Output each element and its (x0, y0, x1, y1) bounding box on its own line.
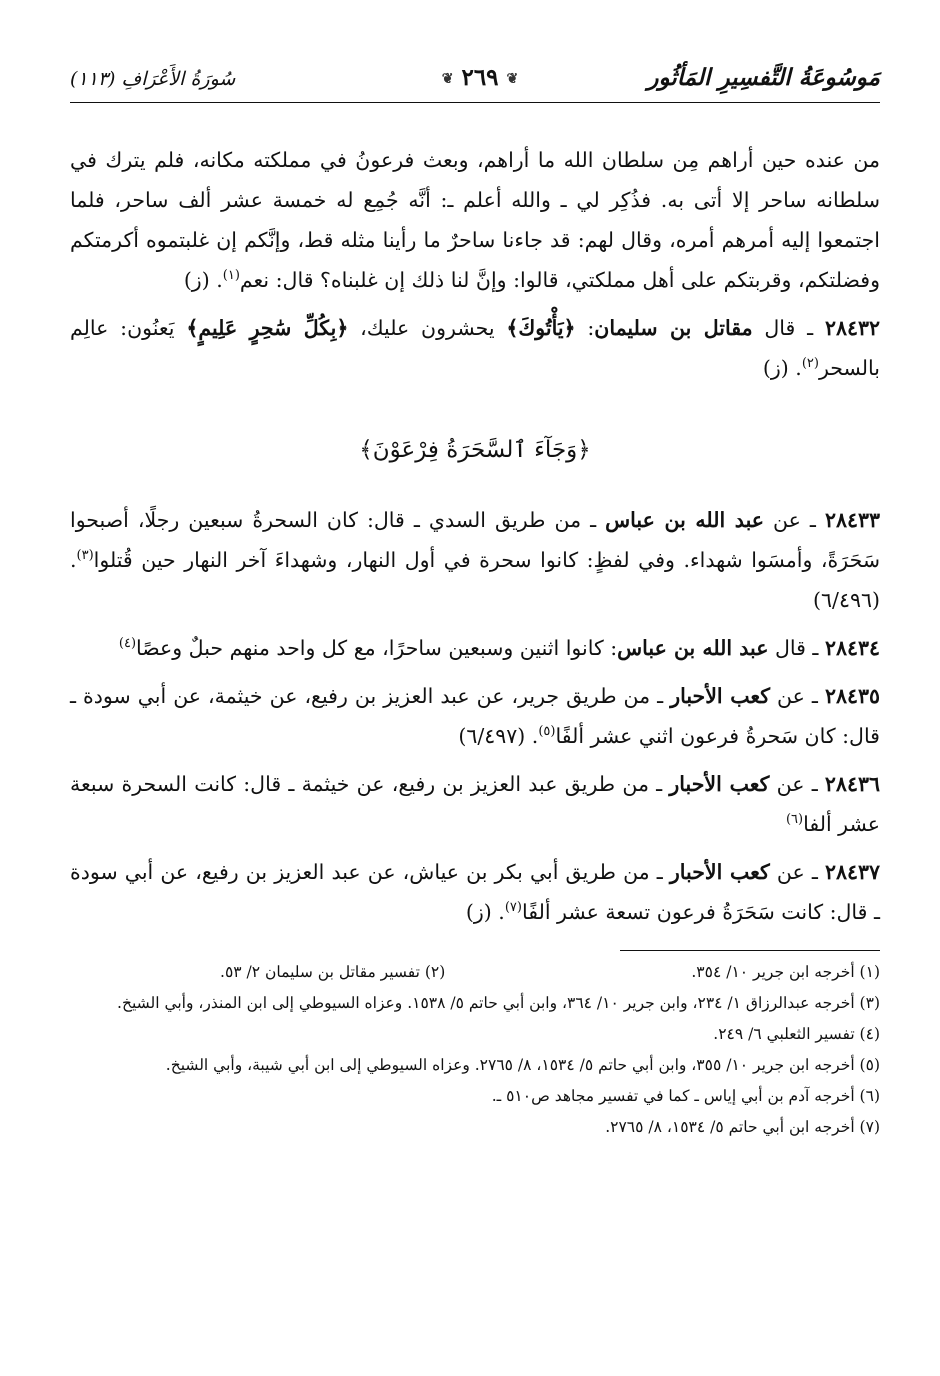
footnote-separator (620, 950, 880, 951)
source-tag: . (ز) (465, 900, 505, 924)
entry-text: ـ من طريق عبد العزيز بن رفيع، عن خيثمة ـ قال: كانت السحرة سبعة عشر ألفا (70, 772, 880, 836)
footnote-ref: (٥) (538, 724, 556, 740)
entry-text: : كانوا اثنين وسبعين ساحرًا، مع كل واحد منهم حبلٌ وعصًا (136, 636, 618, 660)
narrator-name: كعب الأحبار (669, 860, 770, 884)
entry-text: ـ عن (770, 684, 825, 708)
entry-number: ٢٨٤٣٦ (824, 772, 880, 796)
entry-text: يَعنُون: عالِم بالسحر (70, 316, 880, 380)
source-tag: . (٦/٤٩٧) (458, 724, 539, 748)
entry-text: ـ من طريق جرير، عن عبد العزيز بن رفيع، عن خيثمة، عن أبي سودة ـ قال: كان سَحرةُ فرعون اثني عشر ألفًا (70, 684, 880, 748)
entry-28433 (70, 500, 880, 620)
footnote-2: (٢) تفسير مقاتل بن سليمان ٢/ ٥٣. (220, 963, 446, 981)
footnote-1: (١) أخرجه ابن جرير ١٠/ ٣٥٤. (691, 963, 880, 981)
page-number: ٢٦٩ (461, 64, 499, 91)
entry-text: يحشرون عليك، (348, 316, 507, 340)
footnote-7: (٧) أخرجه ابن أبي حاتم ٥/ ١٥٣٤، ٨/ ٢٧٦٥. (605, 1118, 880, 1136)
footnote-4: (٤) تفسير الثعلبي ٦/ ٢٤٩. (713, 1025, 880, 1043)
entry-number: ٢٨٤٣٥ (824, 684, 880, 708)
entry-text: ـ عن (763, 508, 825, 532)
entry-text: ـ قال (768, 636, 825, 660)
entry-number: ٢٨٤٣٤ (824, 636, 880, 660)
surah-name: سُورَةُ الأَعْرَافِ (١١٣) (70, 68, 236, 90)
entry-28432 (70, 308, 880, 388)
page-number-block (400, 64, 560, 91)
footnote-ref: (٦) (785, 812, 804, 828)
entry-text: ـ من طريق أبي بكر بن عياش، عن عبد العزيز بن رفيع، عن أبي سودة ـ قال: كانت سَحَرَةُ فرعون تسعة عشر ألفًا (70, 860, 880, 924)
book-title: مَوسُوعَةُ التَّفسِيرِ المَأثُور (647, 64, 880, 91)
entry-number: ٢٨٤٣٣ (824, 508, 880, 532)
entry-28435 (70, 676, 880, 756)
entry-text: ـ من طريق السدي ـ قال: كان السحرةُ سبعين رجلًا، أصبحوا سَحَرَةً، وأمسَوا شهداء. وفي لفظٍ: كانوا سحرة في أول النهار، وشهداءَ آخر النهار حين قُتلوا (70, 508, 880, 572)
entry-28437 (70, 852, 880, 932)
quran-quote: ﴿بِكُلِّ سَٰحِرٍ عَلِيمٍ﴾ (186, 316, 349, 340)
narrator-name: كعب الأحبار (670, 684, 771, 708)
narrator-name: مقاتل بن سليمان (594, 316, 753, 340)
ornament-icon: ❦ (441, 71, 454, 87)
continuation-paragraph (70, 140, 880, 300)
entry-text: ـ عن (769, 772, 825, 796)
narrator-name: عبد الله بن عباس (605, 508, 764, 532)
footnote-ref: (٣) (76, 548, 94, 564)
entry-text: ـ عن (769, 860, 825, 884)
entry-28434 (70, 628, 880, 668)
footnote-ref: (١) (222, 268, 240, 284)
footnote-ref: (٢) (801, 356, 819, 372)
page-header (70, 60, 880, 104)
entry-text: ـ قال (752, 316, 825, 340)
footnote-ref: (٧) (504, 900, 522, 916)
footnote-3: (٣) أخرجه عبدالرزاق ١/ ٢٣٤، وابن جرير ١٠/ ٣٦٤، وابن أبي حاتم ٥/ ١٥٣٨. وعزاه السيوطي إلى ابن المنذر، وأبي الشيخ. (117, 994, 880, 1012)
entry-number: ٢٨٤٣٢ (824, 316, 881, 340)
ayah-heading: ﴿وَجَآءَ ٱلسَّحَرَةُ فِرْعَوْنَ﴾ (359, 437, 591, 463)
page-body (70, 140, 880, 932)
narrator-name: كعب الأحبار (669, 772, 770, 796)
footnotes (70, 957, 880, 1143)
ornament-icon: ❦ (506, 71, 519, 87)
entry-text: : (575, 316, 595, 340)
entry-number: ٢٨٤٣٧ (824, 860, 880, 884)
entry-28436 (70, 764, 880, 844)
footnote-ref: (٤) (118, 636, 137, 652)
narrator-name: عبد الله بن عباس (617, 636, 769, 660)
footnote-5: (٥) أخرجه ابن جرير ١٠/ ٣٥٥، وابن أبي حاتم ٥/ ١٥٣٤، ٨/ ٢٧٦٥. وعزاه السيوطي إلى ابن أبي شيبة، وأبي الشيخ. (165, 1056, 880, 1074)
source-tag: . (ز) (183, 268, 223, 292)
source-tag: . (٦/٤٩٦) (70, 548, 880, 612)
footnote-row (70, 957, 880, 988)
book-page (70, 60, 880, 1143)
header-rule (70, 102, 880, 103)
footnote-6: (٦) أخرجه آدم بن أبي إياس ـ كما في تفسير مجاهد ص٥١٠ ـ. (491, 1087, 880, 1105)
paragraph-text: من عنده حين أراهم مِن سلطان الله ما أراهم، وبعث فرعونُ في مملكته مكانه، فلم يترك في سلطانه ساحر إلا أتى به. فذُكِر لي ـ والله أعلم ـ: أنَّه جُمِع له خمسة عشر ألف ساحر، فلما اجتمعوا إليه أمرهم أمره، وقال لهم: قد جاءنا ساحرٌ ما رأينا مثله قط، وإنَّكم إن غلبتموه أكرمتكم وفضلتكم، وقربتكم على أهل مملكتي، قالوا: وإنَّ لنا ذلك إن غلبناه؟ قال: نعم (70, 148, 880, 292)
source-tag: . (ز) (762, 356, 802, 380)
quran-quote: ﴿يَأْتُوكَ﴾ (506, 316, 576, 340)
